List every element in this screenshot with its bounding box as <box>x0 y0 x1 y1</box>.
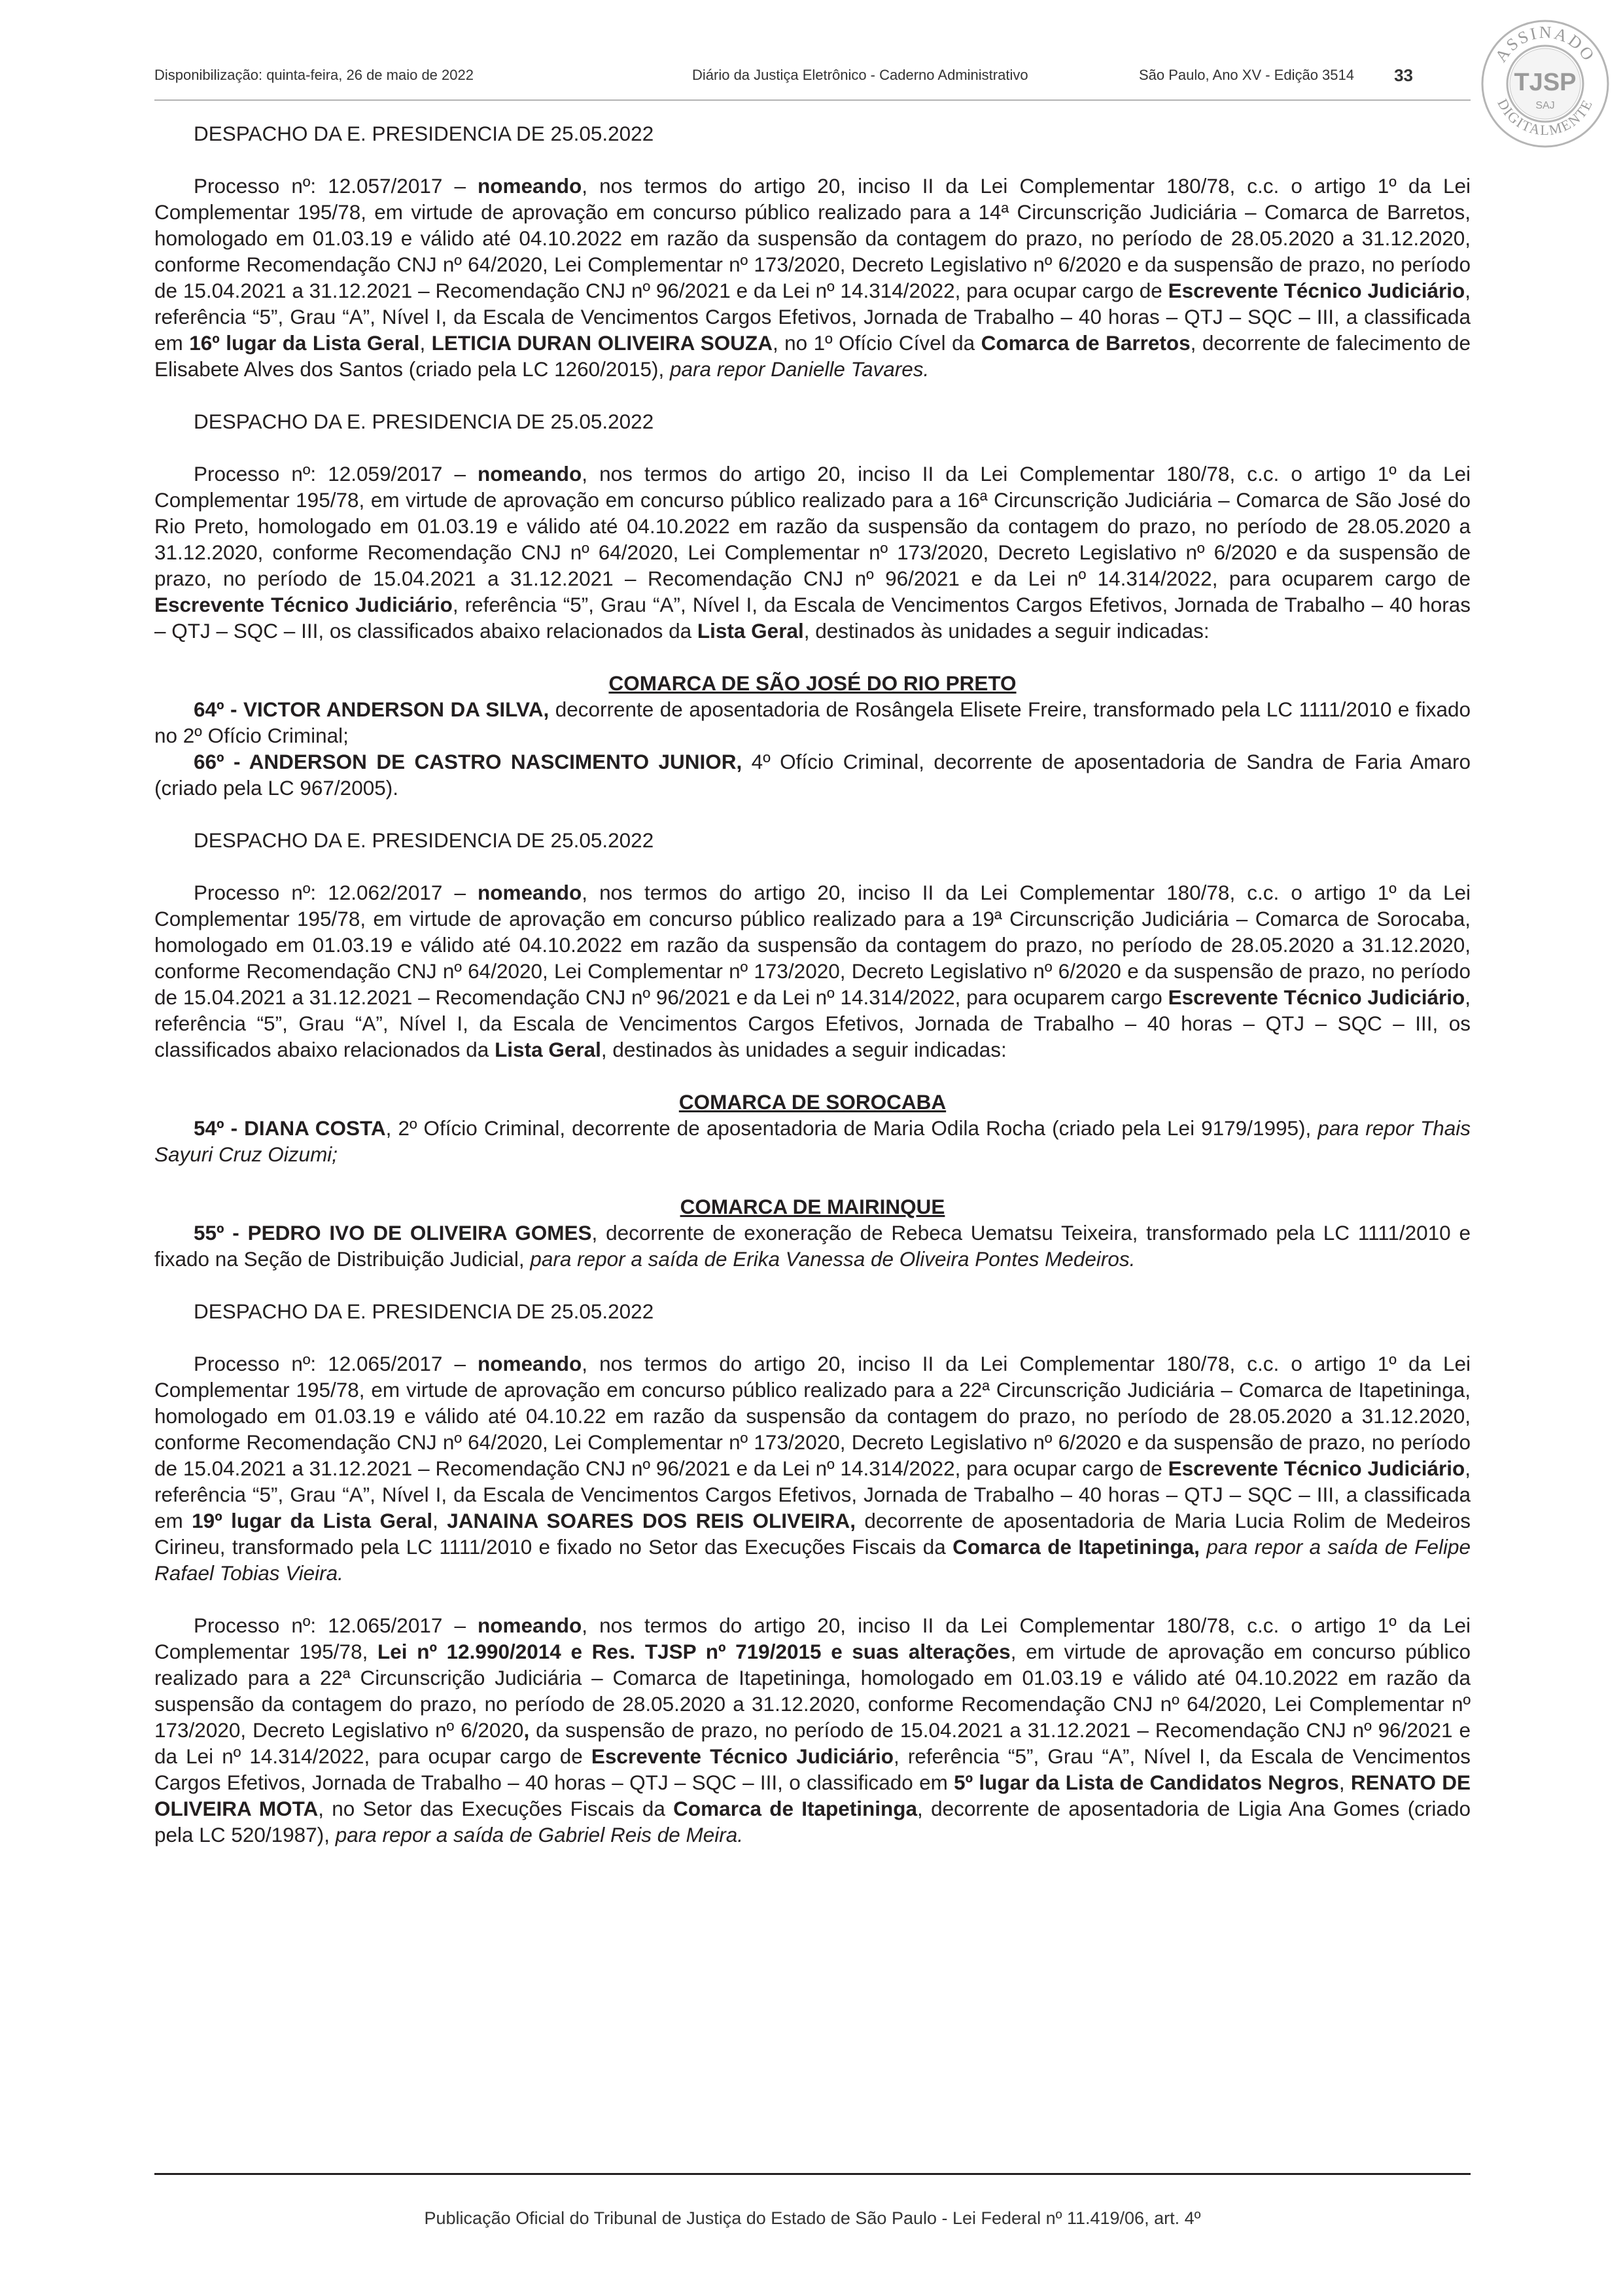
processo-12057-paragraph: Processo nº: 12.057/2017 – nomeando, nos termos do artigo 20, inciso II da Lei Complementar 180/78, c.c. o artigo 1º da Lei Complementar 195/78, em virtude de aprovação em concurso público realizado para a 14ª Circunscrição Judiciária – Comarca de Barretos, homologado em 01.03.19 e válido até 04.10.2022 em razão da suspensão da contagem do prazo, no período de 28.05.2020 a 31.12.2020, conforme Recomendação CNJ nº 64/2020, Lei Complementar nº 173/2020, Decreto Legislativo nº 6/2020 e da suspensão de prazo, no período de 15.04.2021 a 31.12.2021 – Recomendação CNJ nº 96/2021 e da Lei nº 14.314/2022, para ocupar cargo de Escrevente Técnico Judiciário, referência “5”, Grau “A”, Nível I, da Escala de Vencimentos Cargos Efetivos, Jornada de Trabalho – 40 horas – QTJ – SQC – III, a classificada em 16º lugar da Lista Geral, LETICIA DURAN OLIVEIRA SOUZA, no 1º Ofício Cível da Comarca de Barretos, decorrente de falecimento de Elisabete Alves dos Santos (criado pela LC 1260/2015), para repor Danielle Tavares. <box>154 174 1471 381</box>
page-header <box>154 64 1413 90</box>
processo-12065-negros-paragraph: Processo nº: 12.065/2017 – nomeando, nos termos do artigo 20, inciso II da Lei Complementar 180/78, c.c. o artigo 1º da Lei Complementar 195/78, Lei nº 12.990/2014 e Res. TJSP nº 719/2015 e suas alterações, em virtude de aprovação em concurso público realizado para a 22ª Circunscrição Judiciária – Comarca de Itapetininga, homologado em 01.03.19 e válido até 04.10.2022 em razão da suspensão da contagem do prazo, no período de 28.05.2020 a 31.12.2020, conforme Recomendação CNJ nº 64/2020, Lei Complementar nº 173/2020, Decreto Legislativo nº 6/2020, da suspensão de prazo, no período de 15.04.2021 a 31.12.2021 – Recomendação CNJ nº 96/2021 e da Lei nº 14.314/2022, para ocupar cargo de Escrevente Técnico Judiciário, referência “5”, Grau “A”, Nível I, da Escala de Vencimentos Cargos Efetivos, Jornada de Trabalho – 40 horas – QTJ – SQC – III, o classificado em 5º lugar da Lista de Candidatos Negros, RENATO DE OLIVEIRA MOTA, no Setor das Execuções Fiscais da Comarca de Itapetininga, decorrente de aposentadoria de Ligia Ana Gomes (criado pela LC 520/1987), para repor a saída de Gabriel Reis de Meira. <box>154 1614 1471 1846</box>
processo-12059-paragraph: Processo nº: 12.059/2017 – nomeando, nos termos do artigo 20, inciso II da Lei Complementar 180/78, c.c. o artigo 1º da Lei Complementar 195/78, em virtude de aprovação em concurso público realizado para a 16ª Circunscrição Judiciária – Comarca de São José do Rio Preto, homologado em 01.03.19 e válido até 04.10.2022 em razão da suspensão da contagem do prazo, no período de 28.05.2020 a 31.12.2020, conforme Recomendação CNJ nº 64/2020, Lei Complementar nº 173/2020, Decreto Legislativo nº 6/2020 e da suspensão de prazo, no período de 15.04.2021 a 31.12.2021 – Recomendação CNJ nº 96/2021 e da Lei nº 14.314/2022, para ocuparem cargo de Escrevente Técnico Judiciário, referência “5”, Grau “A”, Nível I, da Escala de Vencimentos Cargos Efetivos, Jornada de Trabalho – 40 horas – QTJ – SQC – III, os classificados abaixo relacionados da Lista Geral, destinados às unidades a seguir indicadas: <box>154 462 1471 643</box>
list-item: 64º - VICTOR ANDERSON DA SILVA, decorrente de aposentadoria de Rosângela Elisete Freire, transformado pela LC 1111/2010 e fixado no 2º Ofício Criminal; <box>154 698 1471 747</box>
page-footer: Publicação Oficial do Tribunal de Justiça do Estado de São Paulo - Lei Federal nº 11.419/06, art. 4º <box>424 2208 1201 2228</box>
publication-date: Disponibilização: quinta-feira, 26 de maio de 2022 <box>154 67 474 83</box>
despacho-heading: DESPACHO DA E. PRESIDENCIA DE 25.05.2022 <box>194 1299 654 1323</box>
seal-center-text: TJSP <box>1514 69 1577 96</box>
processo-12065-paragraph: Processo nº: 12.065/2017 – nomeando, nos termos do artigo 20, inciso II da Lei Complementar 180/78, c.c. o artigo 1º da Lei Complementar 195/78, em virtude de aprovação em concurso público realizado para a 22ª Circunscrição Judiciária – Comarca de Itapetininga, homologado em 01.03.19 e válido até 04.10.22 em razão da suspensão da contagem do prazo, no período de 28.05.2020 a 31.12.2020, conforme Recomendação CNJ nº 64/2020, Lei Complementar nº 173/2020, Decreto Legislativo nº 6/2020 e da suspensão de prazo, no período de 15.04.2021 a 31.12.2021 – Recomendação CNJ nº 96/2021 e da Lei nº 14.314/2022, para ocupar cargo de Escrevente Técnico Judiciário, referência “5”, Grau “A”, Nível I, da Escala de Vencimentos Cargos Efetivos, Jornada de Trabalho – 40 horas – QTJ – SQC – III, a classificada em 19º lugar da Lista Geral, JANAINA SOARES DOS REIS OLIVEIRA, decorrente de aposentadoria de Maria Lucia Rolim de Medeiros Cirineu, transformado pela LC 1111/2010 e fixado no Setor das Execuções Fiscais da Comarca de Itapetininga, para repor a saída de Felipe Rafael Tobias Vieira. <box>154 1352 1471 1585</box>
seal-top-text: ASSINADO <box>1491 22 1599 66</box>
header-divider <box>154 99 1471 101</box>
seal-bottom-text: DIGITALMENTE <box>1494 96 1596 139</box>
list-item: 54º - DIANA COSTA, 2º Ofício Criminal, decorrente de aposentadoria de Maria Odila Rocha (criado pela Lei 9179/1995), para repor Thais Sayuri Cruz Oizumi; <box>154 1116 1471 1166</box>
footer-divider <box>154 2173 1471 2175</box>
section-title-mairinque: COMARCA DE MAIRINQUE <box>680 1195 945 1218</box>
section-title-sao-jose-do-rio-preto: COMARCA DE SÃO JOSÉ DO RIO PRETO <box>608 671 1017 695</box>
page-number: 33 <box>1394 65 1413 85</box>
despacho-heading: DESPACHO DA E. PRESIDENCIA DE 25.05.2022 <box>194 122 654 145</box>
edition-info: São Paulo, Ano XV - Edição 3514 <box>1138 67 1354 83</box>
processo-12062-paragraph: Processo nº: 12.062/2017 – nomeando, nos termos do artigo 20, inciso II da Lei Complementar 180/78, c.c. o artigo 1º da Lei Complementar 195/78, em virtude de aprovação em concurso público realizado para a 19ª Circunscrição Judiciária – Comarca de Sorocaba, homologado em 01.03.19 e válido até 04.10.2022 em razão da suspensão da contagem do prazo, no período de 28.05.2020 a 31.12.2020, conforme Recomendação CNJ nº 64/2020, Lei Complementar nº 173/2020, Decreto Legislativo nº 6/2020 e da suspensão de prazo, no período de 15.04.2021 a 31.12.2021 – Recomendação CNJ nº 96/2021 e da Lei nº 14.314/2022, para ocuparem cargo Escrevente Técnico Judiciário, referência “5”, Grau “A”, Nível I, da Escala de Vencimentos Cargos Efetivos, Jornada de Trabalho – 40 horas – QTJ – SQC – III, os classificados abaixo relacionados da Lista Geral, destinados às unidades a seguir indicadas: <box>154 881 1471 1061</box>
tjsp-seal-icon <box>1480 18 1611 149</box>
document-body <box>154 120 1471 1874</box>
list-item: 66º - ANDERSON DE CASTRO NASCIMENTO JUNIOR, 4º Ofício Criminal, decorrente de aposentadoria de Sandra de Faria Amaro (criado pela LC 967/2005). <box>154 750 1471 800</box>
list-item: 55º - PEDRO IVO DE OLIVEIRA GOMES, decorrente de exoneração de Rebeca Uematsu Teixeira, transformado pela LC 1111/2010 e fixado na Seção de Distribuição Judicial, para repor a saída de Erika Vanessa de Oliveira Pontes Medeiros. <box>154 1221 1471 1271</box>
despacho-heading: DESPACHO DA E. PRESIDENCIA DE 25.05.2022 <box>194 828 654 852</box>
despacho-heading: DESPACHO DA E. PRESIDENCIA DE 25.05.2022 <box>194 410 654 433</box>
seal-sub-text: SAJ <box>1535 100 1555 111</box>
section-title-sorocaba: COMARCA DE SOROCABA <box>678 1090 947 1114</box>
journal-name: Diário da Justiça Eletrônico - Caderno Administrativo <box>692 67 1028 83</box>
